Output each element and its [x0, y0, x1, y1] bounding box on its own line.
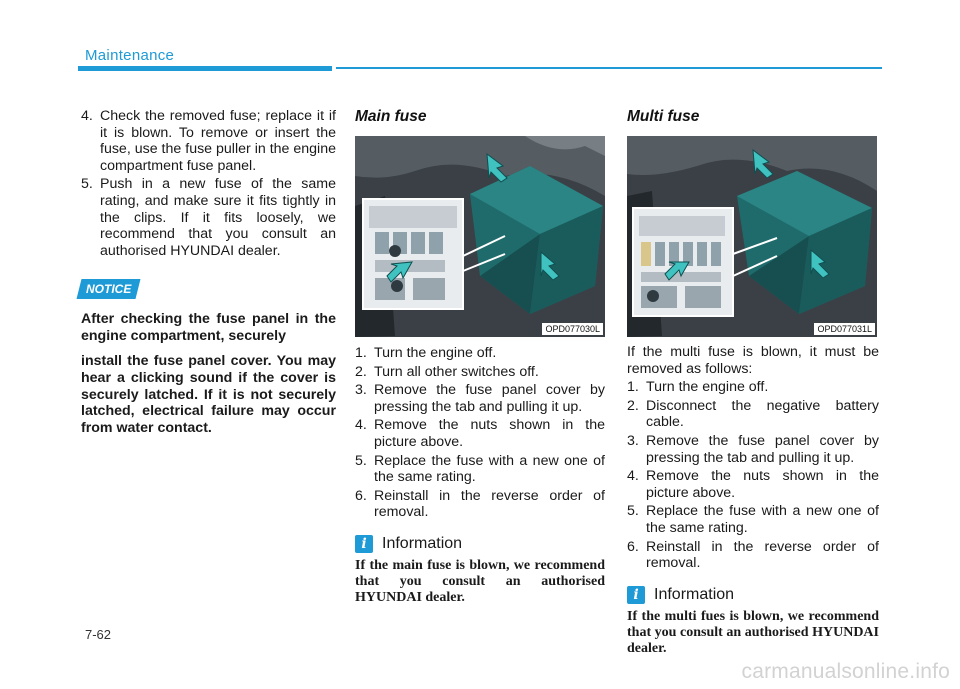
notice-badge: NOTICE: [77, 279, 141, 299]
notice-paragraph-1: After checking the fuse panel in the engine compartment, securely: [81, 311, 336, 345]
multi-fuse-heading: Multi fuse: [627, 108, 700, 125]
multi-fuse-info-text: If the multi fues is blown, we recommend that you consult an authorised HYUNDAI dealer.: [627, 608, 879, 656]
step-item: 4. Check the removed fuse; replace it if it is blown. To remove or insert the fuse, use the fuse puller in the engine compartment fuse panel.: [81, 108, 336, 174]
column-main-fuse: [355, 108, 605, 606]
step-item: 5. Replace the fuse with a new one of the same rating.: [627, 503, 879, 536]
main-fuse-info-text: If the main fuse is blown, we recommend that you consult an authorised HYUNDAI dealer.: [355, 557, 605, 605]
main-fuse-info-header: [355, 535, 605, 553]
step-item: 3. Remove the fuse panel cover by pressing the tab and pulling it up.: [627, 432, 879, 466]
info-label: Information: [654, 585, 735, 603]
step-item: 2. Turn all other switches off.: [355, 363, 539, 380]
info-icon: i: [355, 535, 373, 553]
step-item: 1. Turn the engine off.: [355, 345, 497, 361]
section-title: Maintenance: [85, 47, 175, 64]
main-fuse-figure: [355, 136, 605, 337]
step-item: 1. Turn the engine off.: [627, 379, 769, 396]
header-rule-thick: [78, 66, 332, 71]
info-icon: i: [627, 586, 645, 604]
multi-fuse-info-header: [627, 586, 879, 604]
page-number: 7-62: [85, 627, 112, 642]
main-fuse-figure-code: OPD077030L: [542, 323, 603, 335]
step-item: 3. Remove the fuse panel cover by pressing the tab and pulling it up.: [355, 382, 605, 415]
main-fuse-steps: [355, 345, 605, 521]
notice-paragraph-2: install the fuse panel cover. You may hear a clicking sound if the cover is securely latched. If it is not securely latched, electrical failure may occur from water contact.: [81, 352, 336, 437]
column-multi-fuse: [627, 108, 879, 657]
multi-fuse-figure: [627, 136, 877, 337]
multi-fuse-illustration: [627, 136, 877, 337]
header-rule-thin: [336, 67, 882, 69]
step-item: 4. Remove the nuts shown in the picture above.: [627, 468, 879, 501]
column-1: [81, 108, 336, 445]
multi-fuse-figure-code: OPD077031L: [814, 323, 875, 335]
step-item: 4. Remove the nuts shown in the picture above.: [355, 417, 605, 450]
main-fuse-illustration: [355, 136, 605, 337]
step-item: 2. Disconnect the negative battery cable.: [627, 397, 879, 431]
multi-fuse-steps: [627, 379, 879, 572]
watermark: carmanualsonline.info: [741, 660, 950, 683]
main-fuse-heading: Main fuse: [355, 108, 427, 125]
steps-continued: [81, 108, 336, 259]
step-item: 6. Reinstall in the reverse order of removal.: [627, 538, 879, 572]
info-label: Information: [382, 534, 463, 552]
multi-fuse-intro: If the multi fuse is blown, it must be removed as follows:: [627, 344, 879, 377]
step-item: 5. Replace the fuse with a new one of the same rating.: [355, 452, 605, 486]
step-item: 5. Push in a new fuse of the same rating, and make sure it fits tightly in the clips. If it fits loosely, we recommend that you consult an authorised HYUNDAI dealer.: [81, 176, 336, 259]
step-item: 6. Reinstall in the reverse order of removal.: [355, 487, 605, 521]
